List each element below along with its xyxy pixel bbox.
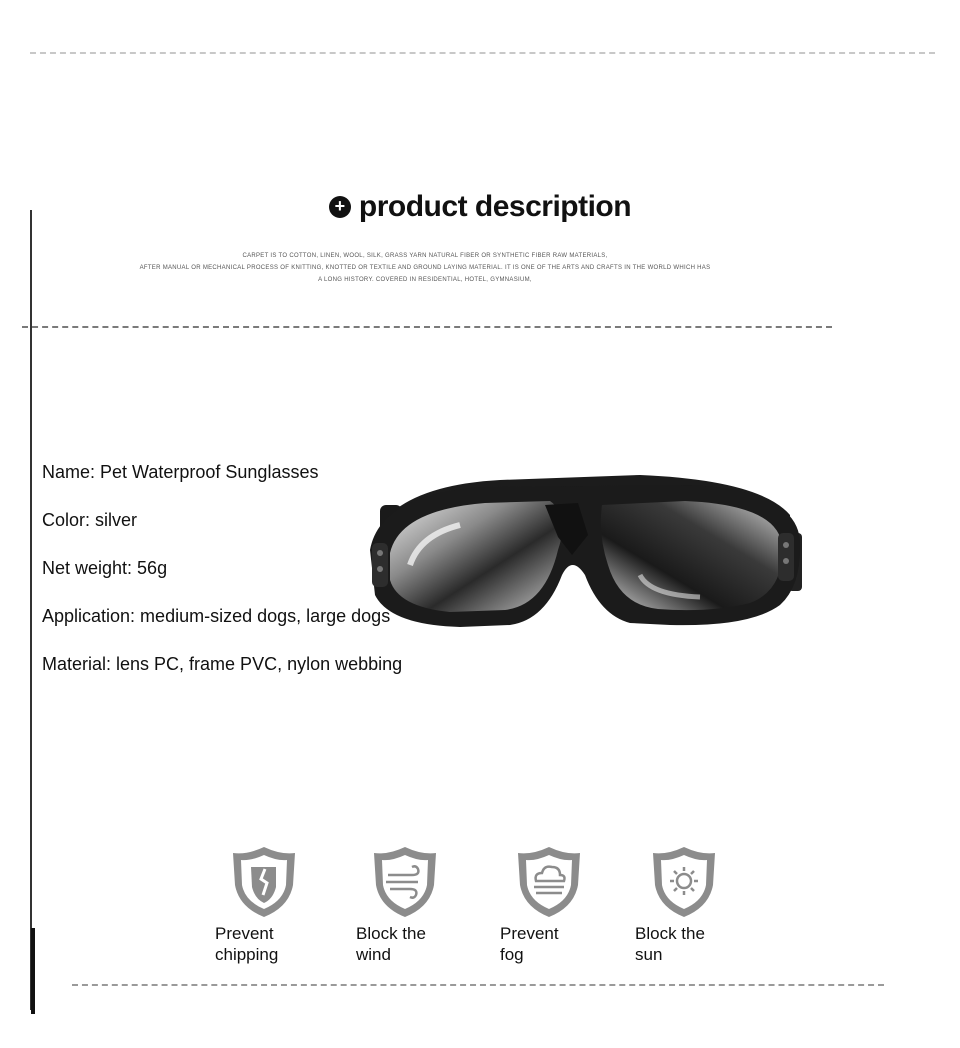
left-rule-accent [31,928,35,1014]
spec-application: Application: medium-sized dogs, large dogs [42,606,391,626]
feature-label-line: Block the [635,924,705,943]
header-subtext [90,250,760,286]
plus-icon: + [329,196,351,218]
bottom-divider [72,984,884,986]
feature-label-line: Prevent [215,924,274,943]
subtext-line: AFTER MANUAL OR MECHANICAL PROCESS OF KNITTING, KNOTTED OR TEXTILE AND GROUND LAYING MATERIAL. IT IS ONE OF THE ARTS AND CRAFTS IN THE WORLD WHICH HAS [139,265,711,271]
feature-label [215,923,345,965]
feature-label-line: chipping [215,945,279,964]
spec-color: Color: silver [42,510,138,530]
goggles-product-image [340,455,835,715]
feature-label [356,923,486,965]
feature-block-wind [356,845,486,965]
feature-label-line: Prevent [500,924,559,943]
fog-shield-icon [516,845,582,919]
feature-label-line: fog [500,945,524,964]
feature-label [500,923,630,965]
section-header [0,190,960,224]
chipping-shield-icon [231,845,297,919]
top-divider [30,52,935,54]
middle-divider [22,326,832,328]
sun-shield-icon [651,845,717,919]
feature-label-line: sun [635,945,663,964]
wind-shield-icon [372,845,438,919]
spec-weight: Net weight: 56g [42,558,168,578]
spec-material: Material: lens PC, frame PVC, nylon webbing [42,654,403,674]
feature-icons [200,845,760,975]
subtext-line: A LONG HISTORY. COVERED IN RESIDENTIAL, HOTEL, GYMNASIUM, [318,277,532,283]
feature-prevent-chipping [215,845,345,965]
feature-label-line: wind [356,945,391,964]
left-rule [30,210,32,1010]
subtext-line: CARPET IS TO COTTON, LINEN, WOOL, SILK, GRASS YARN NATURAL FIBER OR SYNTHETIC FIBER RAW MATERIALS, [242,253,608,259]
feature-prevent-fog [500,845,630,965]
feature-block-sun [635,845,765,965]
spec-name: Name: Pet Waterproof Sunglasses [42,462,319,482]
page-title: product description [358,190,632,223]
feature-label [635,923,765,965]
feature-label-line: Block the [356,924,426,943]
